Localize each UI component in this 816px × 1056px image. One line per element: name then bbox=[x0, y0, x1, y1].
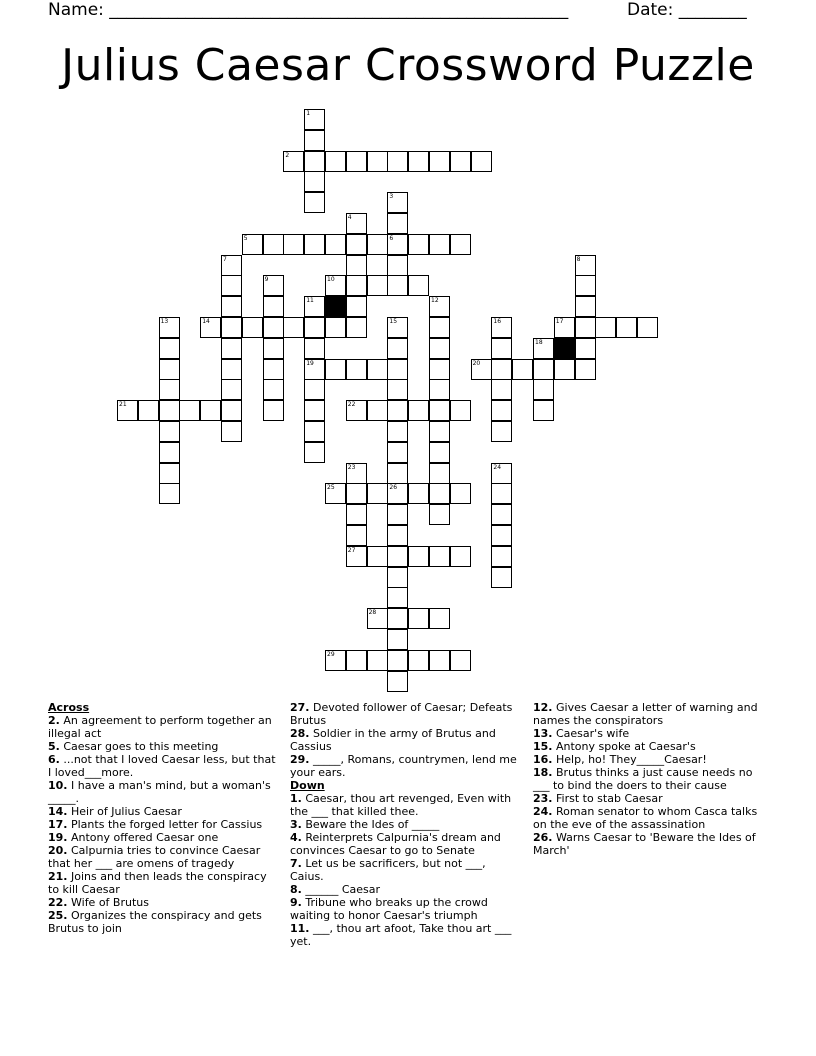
clue-item-number: 22. bbox=[48, 896, 68, 909]
clue-item-number: 19. bbox=[48, 831, 68, 844]
clue-item bbox=[290, 883, 520, 896]
grid-cell[interactable] bbox=[263, 400, 284, 421]
grid-cell[interactable] bbox=[346, 359, 367, 380]
grid-cell[interactable] bbox=[200, 317, 221, 338]
grid-cell[interactable] bbox=[138, 400, 159, 421]
clue-number: 19 bbox=[306, 359, 314, 367]
clue-item-text: Heir of Julius Caesar bbox=[67, 805, 182, 818]
grid-cell[interactable] bbox=[304, 192, 325, 213]
clue-number: 5 bbox=[243, 234, 248, 242]
grid-cell[interactable] bbox=[387, 587, 408, 608]
grid-cell[interactable] bbox=[283, 234, 304, 255]
clue-item-text: Reinterprets Calpurnia's dream and convinces Caesar to go to Senate bbox=[290, 831, 501, 857]
grid-cell[interactable] bbox=[429, 463, 450, 484]
clue-number: 28 bbox=[368, 609, 377, 617]
grid-cell[interactable] bbox=[325, 483, 346, 504]
clue-item-number: 25. bbox=[48, 909, 68, 922]
grid-cell[interactable] bbox=[429, 317, 450, 338]
grid-cell[interactable] bbox=[263, 359, 284, 380]
grid-cell[interactable] bbox=[387, 151, 408, 172]
clue-item-number: 23. bbox=[533, 792, 553, 805]
down-heading: Down bbox=[290, 779, 325, 792]
grid-cell[interactable] bbox=[408, 275, 429, 296]
clue-item-text: Caesar, thou art revenged, Even with the ___ that killed thee. bbox=[290, 792, 512, 818]
grid-cell[interactable] bbox=[304, 317, 325, 338]
clue-item-text: _____, Romans, countrymen, lend me your ears. bbox=[290, 753, 517, 779]
grid-cell[interactable] bbox=[346, 463, 367, 484]
grid-cell[interactable] bbox=[387, 234, 408, 255]
clue-item bbox=[48, 714, 278, 740]
clue-item bbox=[290, 922, 520, 948]
grid-cell[interactable] bbox=[117, 400, 138, 421]
grid-cell[interactable] bbox=[304, 234, 325, 255]
grid-cell[interactable] bbox=[512, 359, 533, 380]
grid-cell[interactable] bbox=[554, 317, 575, 338]
grid-cell[interactable] bbox=[575, 338, 596, 359]
grid-cell[interactable] bbox=[325, 359, 346, 380]
grid-cell[interactable] bbox=[387, 442, 408, 463]
grid-cell[interactable] bbox=[304, 109, 325, 130]
grid-cell[interactable] bbox=[491, 400, 512, 421]
clue-number: 16 bbox=[493, 318, 502, 325]
grid-cell[interactable] bbox=[263, 379, 284, 400]
clue-item bbox=[48, 909, 278, 935]
clue-item bbox=[48, 844, 278, 870]
clue-item bbox=[48, 896, 278, 909]
grid-cell[interactable] bbox=[159, 421, 180, 442]
clues-column-2 bbox=[290, 701, 520, 948]
clue-item-number: 4. bbox=[290, 831, 302, 844]
grid-cell[interactable] bbox=[387, 255, 408, 276]
grid-cell[interactable] bbox=[263, 275, 284, 296]
clue-item bbox=[290, 857, 520, 883]
grid-cell[interactable] bbox=[367, 483, 388, 504]
grid-cell[interactable] bbox=[221, 317, 242, 338]
clue-item bbox=[290, 831, 520, 857]
grid-cell[interactable] bbox=[387, 650, 408, 671]
grid-cell[interactable] bbox=[387, 608, 408, 629]
clue-item-text: I have a man's mind, but a woman's _____. bbox=[48, 779, 271, 805]
clue-item-text: Calpurnia tries to convince Caesar that her ___ are omens of tragedy bbox=[48, 844, 261, 870]
grid-cell[interactable] bbox=[491, 359, 512, 380]
grid-cell[interactable] bbox=[595, 317, 616, 338]
grid-cell[interactable] bbox=[429, 379, 450, 400]
clue-item bbox=[48, 753, 278, 779]
across-clue-list bbox=[48, 714, 278, 935]
grid-cell[interactable] bbox=[325, 275, 346, 296]
clue-number: 25 bbox=[327, 484, 335, 492]
clue-item bbox=[290, 701, 520, 727]
grid-cell[interactable] bbox=[429, 359, 450, 380]
clue-number: 4 bbox=[347, 214, 352, 221]
grid-cell[interactable] bbox=[450, 483, 471, 504]
grid-cell[interactable] bbox=[429, 338, 450, 359]
grid-cell[interactable] bbox=[304, 379, 325, 400]
grid-cell[interactable] bbox=[491, 525, 512, 546]
clue-item-text: ______ Caesar bbox=[301, 883, 381, 896]
clue-item-number: 16. bbox=[533, 753, 553, 766]
grid-cell[interactable] bbox=[450, 234, 471, 255]
grid-cell[interactable] bbox=[387, 213, 408, 234]
clue-item bbox=[533, 701, 763, 727]
grid-cell[interactable] bbox=[450, 151, 471, 172]
clue-item-text: Caesar goes to this meeting bbox=[59, 740, 219, 753]
clue-item bbox=[533, 740, 763, 753]
clue-number: 9 bbox=[264, 276, 269, 284]
grid-cell[interactable] bbox=[325, 151, 346, 172]
clue-item-number: 17. bbox=[48, 818, 68, 831]
blocked-cell bbox=[554, 338, 575, 359]
grid-cell[interactable] bbox=[367, 151, 388, 172]
grid-cell[interactable] bbox=[283, 151, 304, 172]
grid-cell[interactable] bbox=[346, 504, 367, 525]
grid-cell[interactable] bbox=[429, 421, 450, 442]
grid-cell[interactable] bbox=[367, 608, 388, 629]
grid-cell[interactable] bbox=[221, 359, 242, 380]
clue-item-text: Joins and then leads the conspiracy to kill Caesar bbox=[48, 870, 267, 896]
grid-cell[interactable] bbox=[533, 338, 554, 359]
grid-cell[interactable] bbox=[575, 255, 596, 276]
grid-cell[interactable] bbox=[429, 442, 450, 463]
grid-cell[interactable] bbox=[387, 400, 408, 421]
grid-cell[interactable] bbox=[471, 151, 492, 172]
clue-number: 17 bbox=[555, 318, 564, 325]
grid-cell[interactable] bbox=[533, 359, 554, 380]
grid-cell[interactable] bbox=[159, 379, 180, 400]
clue-item-number: 10. bbox=[48, 779, 68, 792]
grid-cell[interactable] bbox=[304, 130, 325, 151]
clue-item-number: 26. bbox=[533, 831, 553, 844]
clue-item-number: 28. bbox=[290, 727, 310, 740]
grid-cell[interactable] bbox=[221, 296, 242, 317]
clue-item-number: 21. bbox=[48, 870, 68, 883]
clue-item-text: Let us be sacrificers, but not ___, Caius. bbox=[290, 857, 486, 883]
grid-cell[interactable] bbox=[408, 151, 429, 172]
grid-cell[interactable] bbox=[429, 504, 450, 525]
clue-number: 13 bbox=[160, 318, 169, 325]
grid-cell[interactable] bbox=[387, 671, 408, 692]
page-title: Julius Caesar Crossword Puzzle bbox=[61, 40, 755, 91]
clue-item-text: Beware the Ides of _____ bbox=[301, 818, 440, 831]
grid-cell[interactable] bbox=[387, 379, 408, 400]
clues-column-1 bbox=[48, 701, 278, 935]
clue-number: 18 bbox=[535, 338, 543, 346]
clue-item-number: 29. bbox=[290, 753, 310, 766]
clue-item bbox=[290, 792, 520, 818]
grid-cell[interactable] bbox=[429, 151, 450, 172]
clue-item-text: Gives Caesar a letter of warning and names the conspirators bbox=[533, 701, 758, 727]
clues-column-3 bbox=[533, 701, 763, 857]
grid-cell[interactable] bbox=[221, 400, 242, 421]
name-field-label: Name: ______________________________________________________ bbox=[48, 0, 569, 20]
grid-cell[interactable] bbox=[491, 504, 512, 525]
grid-cell[interactable] bbox=[221, 255, 242, 276]
clue-item-text: Plants the forged letter for Cassius bbox=[67, 818, 263, 831]
grid-cell[interactable] bbox=[346, 213, 367, 234]
grid-cell[interactable] bbox=[304, 338, 325, 359]
clue-item bbox=[290, 896, 520, 922]
grid-cell[interactable] bbox=[429, 546, 450, 567]
clue-item-text: Brutus thinks a just cause needs no ___ to bind the doers to their cause bbox=[533, 766, 753, 792]
grid-cell[interactable] bbox=[575, 296, 596, 317]
clue-item-number: 18. bbox=[533, 766, 553, 779]
grid-cell[interactable] bbox=[637, 317, 658, 338]
clue-item-number: 14. bbox=[48, 805, 68, 818]
clue-item bbox=[533, 792, 763, 805]
grid-cell[interactable] bbox=[616, 317, 637, 338]
grid-cell[interactable] bbox=[491, 379, 512, 400]
clue-number: 15 bbox=[389, 318, 398, 325]
grid-cell[interactable] bbox=[387, 463, 408, 484]
grid-cell[interactable] bbox=[367, 400, 388, 421]
grid-cell[interactable] bbox=[159, 400, 180, 421]
grid-cell[interactable] bbox=[533, 400, 554, 421]
clue-item-text: Soldier in the army of Brutus and Cassius bbox=[290, 727, 496, 753]
clue-number: 10 bbox=[327, 276, 335, 284]
grid-cell[interactable] bbox=[387, 317, 408, 338]
grid-cell[interactable] bbox=[346, 546, 367, 567]
clue-number: 14 bbox=[202, 318, 210, 325]
grid-cell[interactable] bbox=[346, 234, 367, 255]
grid-cell[interactable] bbox=[159, 483, 180, 504]
grid-cell[interactable] bbox=[346, 400, 367, 421]
clue-item-number: 20. bbox=[48, 844, 68, 857]
clue-item-number: 1. bbox=[290, 792, 302, 805]
grid-cell[interactable] bbox=[387, 338, 408, 359]
clue-item bbox=[48, 805, 278, 818]
grid-cell[interactable] bbox=[346, 255, 367, 276]
date-field-label: Date: ________ bbox=[627, 0, 747, 20]
grid-cell[interactable] bbox=[471, 359, 492, 380]
grid-cell[interactable] bbox=[304, 400, 325, 421]
clue-item bbox=[48, 779, 278, 805]
clue-item-text: First to stab Caesar bbox=[552, 792, 663, 805]
down-clue-list bbox=[290, 792, 520, 948]
clue-number: 7 bbox=[223, 255, 227, 263]
grid-cell[interactable] bbox=[221, 275, 242, 296]
grid-cell[interactable] bbox=[387, 192, 408, 213]
grid-cell[interactable] bbox=[491, 338, 512, 359]
clue-item-number: 5. bbox=[48, 740, 60, 753]
grid-cell[interactable] bbox=[346, 317, 367, 338]
clue-item bbox=[48, 818, 278, 831]
grid-cell[interactable] bbox=[429, 483, 450, 504]
clue-item-text: Warns Caesar to 'Beware the Ides of March' bbox=[533, 831, 756, 857]
clue-number: 29 bbox=[327, 650, 335, 658]
grid-cell[interactable] bbox=[450, 650, 471, 671]
clue-number: 22 bbox=[347, 401, 356, 409]
grid-cell[interactable] bbox=[221, 421, 242, 442]
grid-cell[interactable] bbox=[408, 546, 429, 567]
grid-cell[interactable] bbox=[283, 317, 304, 338]
clue-item-text: Tribune who breaks up the crowd waiting to honor Caesar's triumph bbox=[290, 896, 488, 922]
clue-number: 6 bbox=[389, 234, 394, 242]
across-heading: Across bbox=[48, 701, 90, 714]
grid-cell[interactable] bbox=[304, 421, 325, 442]
grid-cell[interactable] bbox=[450, 400, 471, 421]
clue-item-number: 6. bbox=[48, 753, 60, 766]
grid-cell[interactable] bbox=[387, 525, 408, 546]
clue-item-number: 13. bbox=[533, 727, 553, 740]
clue-number: 26 bbox=[389, 484, 398, 492]
clue-item bbox=[533, 805, 763, 831]
grid-cell[interactable] bbox=[325, 317, 346, 338]
clue-item-number: 11. bbox=[290, 922, 310, 935]
clue-item bbox=[533, 766, 763, 792]
grid-cell[interactable] bbox=[325, 234, 346, 255]
grid-cell[interactable] bbox=[346, 151, 367, 172]
clue-item-number: 27. bbox=[290, 701, 310, 714]
grid-cell[interactable] bbox=[346, 296, 367, 317]
grid-cell[interactable] bbox=[491, 567, 512, 588]
clue-item-number: 2. bbox=[48, 714, 60, 727]
grid-cell[interactable] bbox=[491, 317, 512, 338]
grid-cell[interactable] bbox=[304, 296, 325, 317]
clue-number: 8 bbox=[576, 255, 581, 263]
grid-cell[interactable] bbox=[408, 400, 429, 421]
clue-number: 12 bbox=[431, 297, 439, 305]
clue-item-text: An agreement to perform together an illegal act bbox=[48, 714, 272, 740]
grid-cell[interactable] bbox=[491, 463, 512, 484]
clue-item-text: Wife of Brutus bbox=[67, 896, 149, 909]
grid-cell[interactable] bbox=[367, 546, 388, 567]
clue-item bbox=[48, 740, 278, 753]
clue-item bbox=[533, 753, 763, 766]
grid-cell[interactable] bbox=[179, 400, 200, 421]
grid-cell[interactable] bbox=[387, 546, 408, 567]
clue-item-number: 9. bbox=[290, 896, 302, 909]
grid-cell[interactable] bbox=[242, 317, 263, 338]
grid-cell[interactable] bbox=[159, 338, 180, 359]
clue-item-number: 15. bbox=[533, 740, 553, 753]
clue-number: 3 bbox=[389, 193, 394, 201]
clue-item-number: 12. bbox=[533, 701, 553, 714]
grid-cell[interactable] bbox=[575, 359, 596, 380]
clue-item-text: Antony offered Caesar one bbox=[67, 831, 219, 844]
grid-cell[interactable] bbox=[263, 338, 284, 359]
grid-cell[interactable] bbox=[304, 171, 325, 192]
grid-cell[interactable] bbox=[387, 504, 408, 525]
clue-item-number: 8. bbox=[290, 883, 302, 896]
clue-item bbox=[48, 831, 278, 844]
grid-cell[interactable] bbox=[325, 650, 346, 671]
grid-cell[interactable] bbox=[387, 567, 408, 588]
grid-cell[interactable] bbox=[304, 359, 325, 380]
grid-cell[interactable] bbox=[533, 379, 554, 400]
grid-cell[interactable] bbox=[159, 463, 180, 484]
grid-cell[interactable] bbox=[450, 546, 471, 567]
grid-cell[interactable] bbox=[221, 379, 242, 400]
clue-item-number: 7. bbox=[290, 857, 302, 870]
clue-number: 21 bbox=[119, 401, 127, 409]
blocked-cell bbox=[325, 296, 346, 317]
grid-cell[interactable] bbox=[200, 400, 221, 421]
grid-cell[interactable] bbox=[367, 359, 388, 380]
clue-item bbox=[290, 818, 520, 831]
clue-item-text: Organizes the conspiracy and gets Brutus to join bbox=[48, 909, 262, 935]
grid-cell[interactable] bbox=[408, 483, 429, 504]
grid-cell[interactable] bbox=[387, 275, 408, 296]
grid-cell[interactable] bbox=[346, 483, 367, 504]
grid-cell[interactable] bbox=[263, 317, 284, 338]
grid-cell[interactable] bbox=[346, 275, 367, 296]
clue-number: 27 bbox=[347, 546, 356, 554]
grid-cell[interactable] bbox=[304, 442, 325, 463]
grid-cell[interactable] bbox=[429, 234, 450, 255]
down-clue-list-continued bbox=[533, 701, 763, 857]
grid-cell[interactable] bbox=[387, 629, 408, 650]
grid-cell[interactable] bbox=[429, 296, 450, 317]
clue-item bbox=[533, 727, 763, 740]
clue-item-text: Devoted follower of Caesar; Defeats Brutus bbox=[290, 701, 513, 727]
grid-cell[interactable] bbox=[159, 317, 180, 338]
clue-number: 1 bbox=[306, 110, 311, 117]
clue-item-text: ...not that I loved Caesar less, but that I loved___more. bbox=[48, 753, 276, 779]
clue-item-text: Roman senator to whom Casca talks on the eve of the assassination bbox=[533, 805, 758, 831]
grid-cell[interactable] bbox=[367, 650, 388, 671]
grid-cell[interactable] bbox=[387, 359, 408, 380]
clue-item-text: Antony spoke at Caesar's bbox=[552, 740, 696, 753]
clue-number: 2 bbox=[285, 151, 290, 159]
grid-cell[interactable] bbox=[159, 442, 180, 463]
grid-cell[interactable] bbox=[491, 421, 512, 442]
grid-cell[interactable] bbox=[491, 483, 512, 504]
grid-cell[interactable] bbox=[408, 234, 429, 255]
grid-cell[interactable] bbox=[408, 650, 429, 671]
grid-cell[interactable] bbox=[575, 317, 596, 338]
grid-cell[interactable] bbox=[367, 275, 388, 296]
grid-cell[interactable] bbox=[387, 421, 408, 442]
grid-cell[interactable] bbox=[242, 234, 263, 255]
clue-item-text: ___, thou art afoot, Take thou art ___ yet. bbox=[290, 922, 512, 948]
grid-cell[interactable] bbox=[346, 525, 367, 546]
clue-number: 23 bbox=[347, 463, 356, 471]
clue-item bbox=[533, 831, 763, 857]
grid-cell[interactable] bbox=[221, 338, 242, 359]
clue-item bbox=[48, 870, 278, 896]
grid-cell[interactable] bbox=[159, 359, 180, 380]
grid-cell[interactable] bbox=[367, 234, 388, 255]
grid-cell[interactable] bbox=[429, 400, 450, 421]
grid-cell[interactable] bbox=[387, 483, 408, 504]
clue-item-number: 24. bbox=[533, 805, 553, 818]
grid-cell[interactable] bbox=[346, 650, 367, 671]
clue-item-text: Help, ho! They_____Caesar! bbox=[552, 753, 707, 766]
grid-cell[interactable] bbox=[554, 359, 575, 380]
grid-cell[interactable] bbox=[575, 275, 596, 296]
clue-number: 20 bbox=[472, 359, 481, 367]
clue-item bbox=[290, 727, 520, 753]
clue-item-number: 3. bbox=[290, 818, 302, 831]
grid-cell[interactable] bbox=[408, 608, 429, 629]
grid-cell[interactable] bbox=[263, 296, 284, 317]
clue-item bbox=[290, 753, 520, 779]
grid-cell[interactable] bbox=[263, 234, 284, 255]
clue-number: 24 bbox=[493, 463, 502, 471]
across-clue-list-continued bbox=[290, 701, 520, 779]
grid-cell[interactable] bbox=[429, 650, 450, 671]
grid-cell[interactable] bbox=[304, 151, 325, 172]
grid-cell[interactable] bbox=[429, 608, 450, 629]
clue-number: 11 bbox=[306, 297, 314, 305]
grid-cell[interactable] bbox=[491, 546, 512, 567]
clue-item-text: Caesar's wife bbox=[552, 727, 630, 740]
